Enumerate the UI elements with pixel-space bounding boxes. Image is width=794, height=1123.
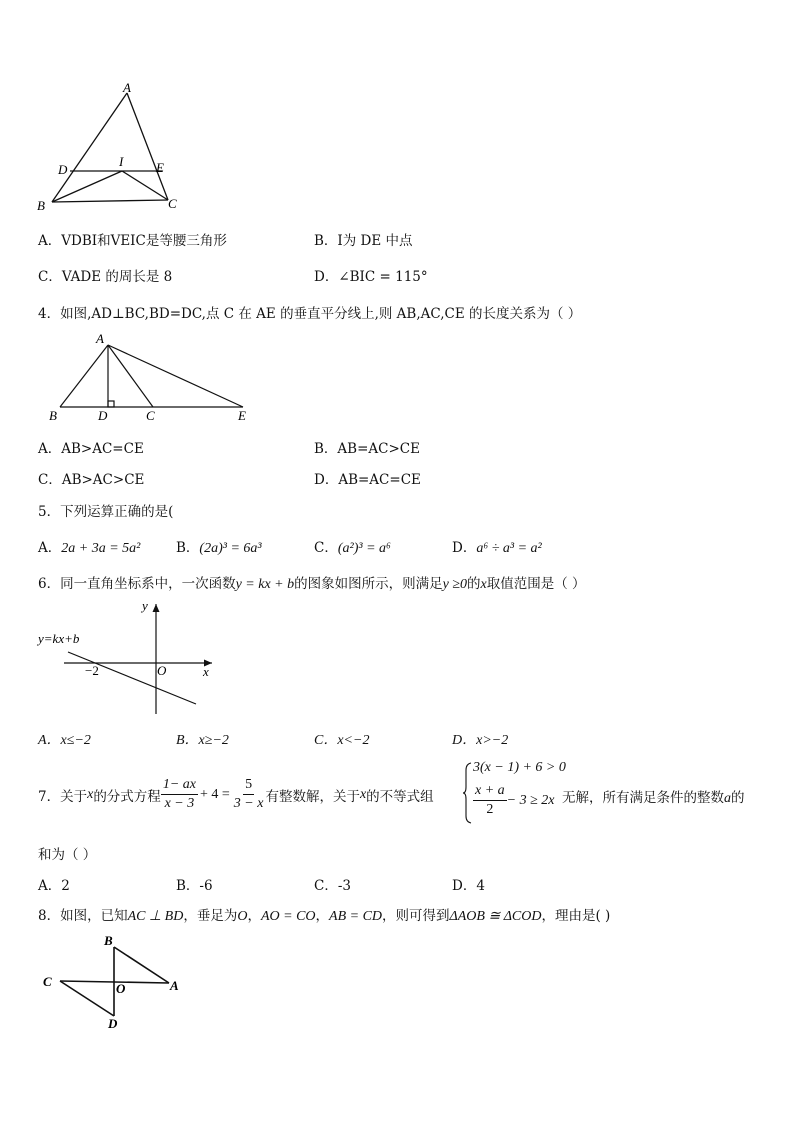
line-label: y=kx+b	[38, 631, 80, 646]
q7-stem-tail	[562, 786, 745, 807]
q7-frac2-den: 3 − x	[233, 796, 264, 812]
brace-icon	[462, 762, 472, 824]
q7-x2: x	[359, 786, 367, 802]
q7-plus4: + 4 =	[199, 786, 230, 802]
q6-stem	[38, 572, 586, 593]
q7-ineq1: 3(x − 1) + 6 > 0	[473, 760, 566, 775]
label-A: A	[170, 978, 179, 993]
q7-p5: 无解，所有满足条件的整数	[562, 790, 724, 806]
q7-ineq2-num: x + a	[473, 782, 507, 801]
figure-q4	[40, 330, 260, 422]
label-E: E	[156, 160, 164, 175]
label-C: C	[43, 974, 52, 989]
q6-stem-part2: 的图象如图所示，则满足	[294, 576, 443, 592]
q5-option-b	[176, 536, 262, 557]
figure-q8	[38, 930, 188, 1030]
q5-option-c-label: C．	[314, 540, 338, 556]
q6-option-d: D．x>−2	[452, 733, 509, 748]
label-D: D	[58, 162, 68, 177]
q6-stem-part1: 6．同一直角坐标系中，一次函数	[38, 576, 236, 592]
axis-x-label: x	[203, 664, 209, 679]
q7-stem-line1	[38, 776, 434, 813]
q5-stem: 5．下列运算正确的是(	[38, 504, 174, 520]
label-A: A	[96, 331, 104, 346]
q5-option-a	[38, 536, 140, 557]
q7-p2: 的分式方程	[93, 788, 161, 805]
label-B: B	[104, 933, 113, 948]
q7-ineq2-rest: − 3 ≥ 2x	[506, 792, 555, 808]
tick-neg2: −2	[85, 663, 99, 678]
label-D: D	[108, 1016, 118, 1030]
q7-p1: 7．关于	[38, 788, 88, 805]
label-A: A	[123, 80, 131, 95]
q8-e2: O	[237, 909, 248, 924]
q7-option-c: C．-3	[314, 878, 351, 894]
q7-a: a	[724, 791, 731, 806]
q4-option-c: C．AB>AC>CE	[38, 472, 145, 488]
q3-option-c: C．VADE 的周长是 8	[38, 269, 173, 285]
q5-option-d-label: D．	[452, 540, 477, 556]
figure-triangle-dei	[30, 78, 190, 218]
label-I: I	[119, 154, 124, 169]
label-B: B	[49, 408, 57, 422]
q4-option-b: B．AB=AC>CE	[314, 441, 420, 457]
q3-option-a: A．VDBI和VEIC是等腰三角形	[38, 233, 227, 249]
q7-frac1-num: 1− ax	[161, 776, 198, 795]
q6-stem-var: x	[480, 577, 487, 592]
q7-p4: 的不等式组	[366, 788, 434, 805]
q7-p3: 有整数解，关于	[265, 788, 360, 805]
q5-option-d-expr: a⁶ ÷ a³ = a²	[476, 541, 542, 556]
q7-ineq2-den: 2	[486, 802, 494, 818]
q6-stem-expr: y = kx + b	[235, 577, 295, 592]
q3-option-d: D．∠BIC = 115°	[314, 269, 428, 285]
q3-option-b: B．I为 DE 中点	[314, 233, 413, 249]
label-C: C	[168, 196, 177, 211]
q8-p1: 8．如图，已知	[38, 908, 128, 924]
label-D: D	[98, 408, 108, 422]
q5-option-c-expr: (a²)³ = a⁶	[337, 541, 391, 556]
q8-e3: AO = CO	[260, 909, 316, 924]
q6-option-a: A．x≤−2	[38, 733, 91, 748]
q5-option-b-label: B．	[176, 540, 200, 556]
q8-p4: ，	[315, 908, 330, 924]
origin-label: O	[157, 663, 167, 678]
label-E: E	[238, 408, 246, 422]
q7-option-a: A．2	[38, 878, 70, 894]
q8-stem	[38, 904, 610, 925]
label-B: B	[37, 198, 45, 213]
q4-stem: 4．如图,AD⊥BC,BD=DC,点 C 在 AE 的垂直平分线上,则 AB,AC,CE 的长度关系为（ ）	[38, 306, 582, 322]
q8-p2: ，垂足为	[183, 908, 238, 924]
q6-option-b: B．x≥−2	[176, 733, 229, 748]
q7-p6: 的	[731, 790, 745, 806]
q6-option-c: C．x<−2	[314, 733, 370, 748]
q5-option-b-expr: (2a)³ = 6a³	[199, 541, 262, 556]
q4-option-d: D．AB=AC=CE	[314, 472, 421, 488]
q7-fraction-2	[232, 776, 266, 813]
q7-stem-line2: 和为（ ）	[38, 847, 97, 863]
q8-e1: AC ⊥ BD	[127, 909, 184, 924]
q7-ineq2	[473, 782, 555, 819]
q7-option-d: D．4	[452, 878, 485, 894]
q4-option-a: A．AB>AC=CE	[38, 441, 144, 457]
q7-inequality-system	[462, 760, 566, 828]
label-C: C	[146, 408, 155, 422]
q7-frac2-num: 5	[243, 776, 254, 795]
q5-option-a-label: A．	[38, 540, 62, 556]
q6-stem-part3: 的	[467, 576, 481, 592]
q8-e4: AB = CD	[329, 909, 383, 924]
label-O: O	[116, 981, 126, 996]
q7-option-b: B．-6	[176, 878, 213, 894]
q5-option-a-expr: 2a + 3a = 5a²	[61, 541, 141, 556]
q7-fraction-1	[161, 776, 198, 813]
q6-stem-cond: y ≥0	[442, 577, 468, 592]
axis-y-label: y	[142, 598, 148, 613]
q7-frac1-den: x − 3	[164, 796, 195, 812]
q8-p3: ，	[247, 908, 261, 924]
q8-e5: ΔAOB ≅ ΔCOD	[449, 909, 542, 924]
q8-p6: ，理由是( )	[541, 908, 611, 924]
figure-q6-graph	[36, 596, 226, 718]
q5-option-c	[314, 536, 391, 557]
q6-stem-part4: 取值范围是（ ）	[486, 576, 586, 592]
q8-p5: ，则可得到	[382, 908, 450, 924]
q7-ineq2-frac	[473, 782, 507, 819]
q5-option-d	[452, 536, 542, 557]
q7-x: x	[87, 786, 94, 802]
